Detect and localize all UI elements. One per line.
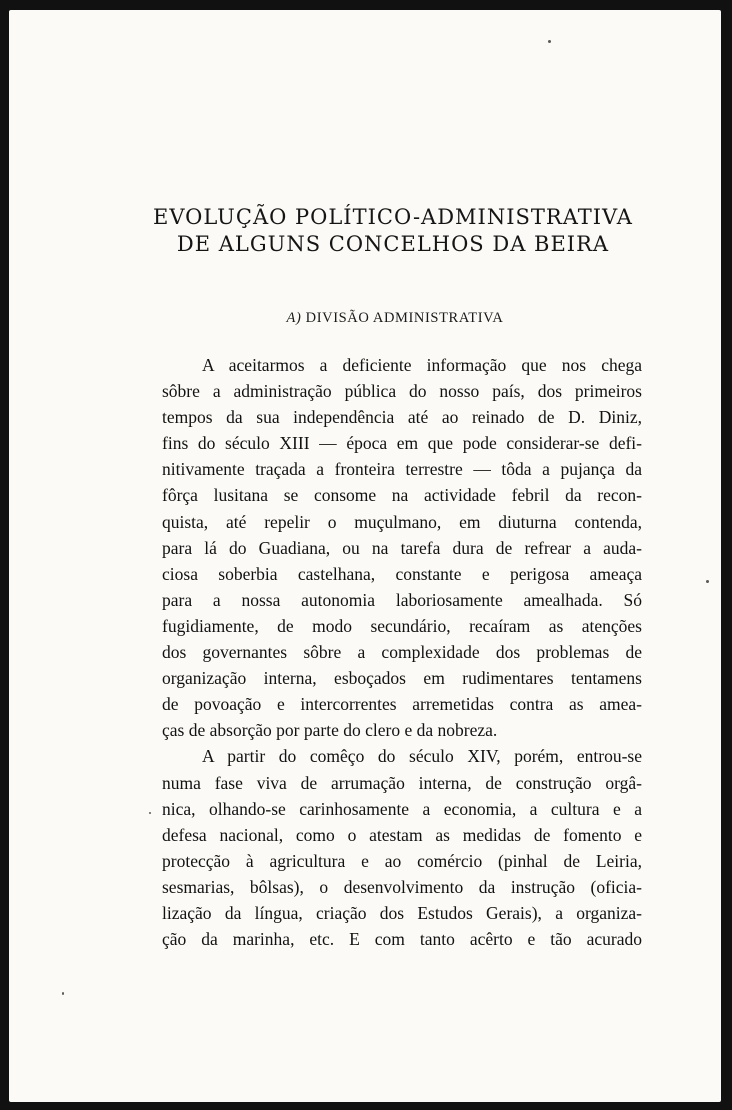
text-line: tempos da sua independência até ao reinado de D. Diniz, [162,407,642,428]
section-heading-text: DIVISÃO ADMINISTRATIVA [305,310,504,326]
body-text [162,352,642,952]
text-line: quista, até repelir o muçulmano, em diuturna contenda, [162,511,642,532]
scan-speck [62,992,64,995]
text-line: para lá do Guadiana, ou na tarefa dura de refrear a auda- [162,537,642,558]
text-line: fins do século XIII — época em que pode considerar-se defi- [162,433,642,454]
text-line: fugidiamente, de modo secundário, recaíram as atenções [162,615,642,636]
text-line: lização da língua, criação dos Estudos Gerais), a organiza- [162,902,642,923]
text-line: numa fase viva de arrumação interna, de construção orgâ- [162,772,642,793]
text-line: nica, olhando-se carinhosamente a economia, a cultura e a [162,798,642,819]
section-marker: A) [286,310,302,326]
page-title-line-2: DE ALGUNS CONCELHOS DA BEIRA [176,232,610,256]
text-line: ciosa soberbia castelhana, constante e perigosa ameaça [162,563,642,584]
text-line: fôrça lusitana se consome na actividade febril da recon- [162,485,642,506]
text-line: nitivamente traçada a fronteira terrestre — tôda a pujança da [162,459,642,480]
scan-speck [706,580,709,583]
scan-speck [548,40,551,43]
text-line: ças de absorção por parte do clero e da nobreza. [162,720,498,741]
text-line: organização interna, esboçados em rudimentares tentamens [162,668,642,689]
page-title [0,204,732,258]
text-line: sôbre a administração pública do nosso país, dos primeiros [162,381,642,402]
paragraph-1 [162,352,642,743]
text-line: A aceitarmos a deficiente informação que nos chega [202,355,642,375]
page-title-line-1: EVOLUÇÃO POLÍTICO-ADMINISTRATIVA [153,205,633,229]
paragraph-2 [162,743,642,952]
text-line: de povoação e intercorrentes arremetidas contra as amea- [162,694,642,715]
section-heading [0,310,732,327]
text-line: ção da marinha, etc. E com tanto acêrto e tão acurado [162,929,642,950]
text-line: defesa nacional, como o atestam as medidas de fomento e [162,824,642,845]
text-line: para a nossa autonomia laboriosamente amealhada. Só [162,589,642,610]
text-line: sesmarias, bôlsas), o desenvolvimento da instrução (oficia- [162,876,642,897]
text-line: A partir do comêço do século XIV, porém, entrou-se [202,746,642,767]
text-line: dos governantes sôbre a complexidade dos problemas de [162,642,642,663]
scan-speck [149,812,151,814]
text-line: protecção à agricultura e ao comércio (pinhal de Leiria, [162,850,642,871]
